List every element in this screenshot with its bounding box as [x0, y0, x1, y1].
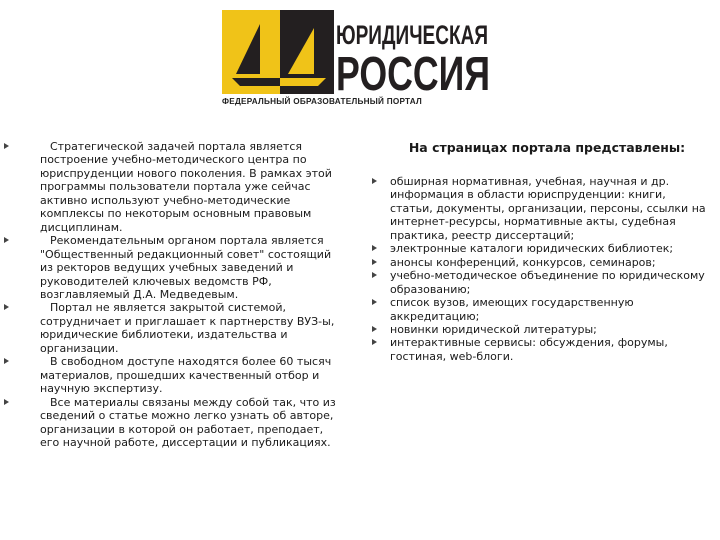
logo-text-line2: РОССИЯ: [336, 48, 490, 101]
list-item-text: Все материалы связаны между собой так, что из сведений о статье можно легко узнать об авторе, организации в которой он работает, преподает, его научной работе, диссертации и публикациях.: [40, 395, 336, 449]
bullet-arrow-icon: [4, 304, 9, 310]
list-item: [4, 234, 344, 301]
list-item: [372, 296, 708, 323]
logo-text-line1: ЮРИДИЧЕСКАЯ: [336, 20, 488, 50]
list-item-text: анонсы конференций, конкурсов, семинаров;: [390, 255, 656, 269]
list-item-text: В свободном доступе находятся более 60 тысяч материалов, прошедших качественный отбор и научную экспертизу.: [40, 355, 332, 396]
bullet-arrow-icon: [372, 272, 377, 278]
bullet-arrow-icon: [372, 259, 377, 265]
right-column: [372, 140, 708, 363]
bullet-arrow-icon: [372, 326, 377, 332]
list-item: [4, 396, 344, 450]
portal-logo: [222, 10, 492, 110]
bullet-arrow-icon: [372, 245, 377, 251]
logo-graphic: [222, 10, 492, 101]
list-item-text: новинки юридической литературы;: [390, 322, 597, 336]
list-item-text: Стратегической задачей портала является построение учебно-методического центра по юриспруденции нового поколения. В рамках этой программы пользователи портала уже сейчас активно используют учебно-методические комплексы по некоторым основным правовым дисциплинам.: [40, 140, 332, 234]
logo-caption: ФЕДЕРАЛЬНЫЙ ОБРАЗОВАТЕЛЬНЫЙ ПОРТАЛ: [222, 97, 423, 106]
list-item-text: электронные каталоги юридических библиотек;: [390, 242, 674, 256]
logo-hull-light: [280, 78, 326, 86]
bullet-arrow-icon: [4, 399, 9, 405]
left-bullet-list: [4, 140, 344, 449]
list-item-text: обширная нормативная, учебная, научная и др. информация в области юриспруденции: книги, статьи, документы, организации, персоны, ссылки на интернет-ресурсы, нормативные акты, судебная практика, реестр диссертаций;: [390, 175, 706, 242]
list-item: [372, 242, 708, 255]
list-item: [372, 175, 708, 242]
right-bullet-list: [372, 175, 708, 363]
list-item: [372, 323, 708, 336]
list-item: [4, 301, 344, 355]
list-item-text: интерактивные сервисы: обсуждения, форумы, гостиная, web-блоги.: [390, 336, 668, 363]
list-item-text: Портал не является закрытой системой, сотрудничает и приглашает к партнерству ВУЗ-ы, юридические библиотеки, издательства и организации.: [40, 301, 335, 355]
bullet-arrow-icon: [372, 299, 377, 305]
bullet-arrow-icon: [4, 237, 9, 243]
list-item: [372, 336, 708, 363]
list-item: [4, 140, 344, 234]
list-item-text: учебно-методическое объединение по юридическому образованию;: [390, 269, 705, 296]
list-item-text: список вузов, имеющих государственную аккредитацию;: [390, 296, 634, 323]
list-item: [4, 355, 344, 395]
list-item: [372, 256, 708, 269]
bullet-arrow-icon: [4, 143, 9, 149]
right-heading: На страницах портала представлены:: [408, 140, 686, 155]
bullet-arrow-icon: [4, 358, 9, 364]
bullet-arrow-icon: [372, 339, 377, 345]
list-item-text: Рекомендательным органом портала является "Общественный редакционный совет" состоящий из ректоров ведущих учебных заведений и руководителей ключевых ведомств РФ, возглавляемый Д.А. Медведевым.: [40, 234, 332, 301]
list-item: [372, 269, 708, 296]
left-column: [4, 140, 344, 449]
bullet-arrow-icon: [372, 178, 377, 184]
